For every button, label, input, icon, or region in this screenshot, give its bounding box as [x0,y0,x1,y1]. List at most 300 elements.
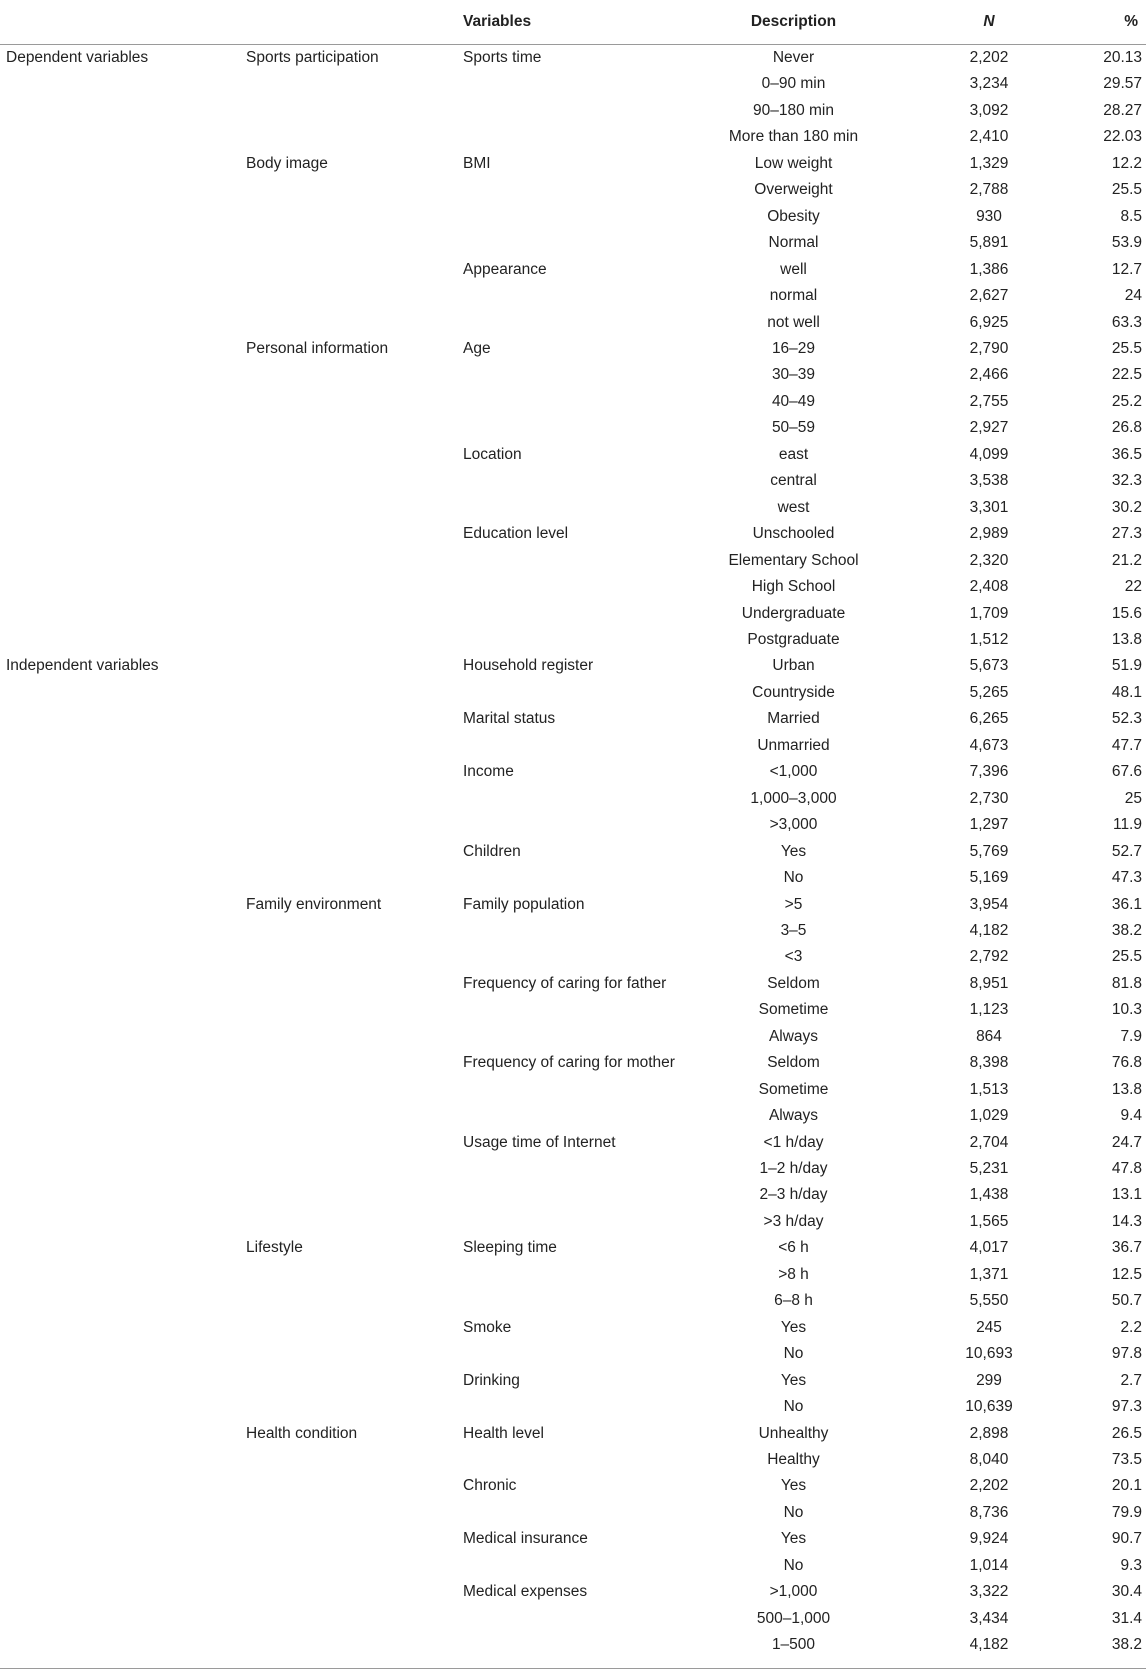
table-row [0,627,1146,653]
cell-n: 3,538 [969,472,1009,490]
cell-group [240,786,463,812]
cell-category [0,1632,240,1658]
cell-n: 3,322 [969,1583,1009,1601]
cell-group [240,865,463,891]
cell-n: 10,639 [965,1398,1013,1416]
table-row [0,362,1146,388]
cell-description: No [783,1503,804,1521]
cell-description: normal [769,287,818,305]
cell-percent: 36.7 [1111,1239,1142,1257]
cell-percent: 24 [1124,287,1142,305]
cell-n: 6,265 [969,710,1009,728]
cell-group [240,627,463,653]
cell-variable [463,495,697,521]
cell-n: 864 [976,1027,1002,1045]
cell-group: Sports participation [246,49,379,66]
cell-category [0,1209,240,1235]
cell-variable [463,601,697,627]
cell-description: <1,000 [769,763,818,781]
cell-description: >3,000 [769,816,818,834]
cell-n: 8,736 [969,1503,1009,1521]
cell-n: 2,755 [969,392,1009,410]
cell-category [0,1262,240,1288]
cell-group [240,1553,463,1579]
cell-percent: 26.8 [1111,419,1142,437]
table-row [0,71,1146,97]
table-row [0,1024,1146,1050]
cell-description: Countryside [752,683,835,701]
cell-group [240,918,463,944]
cell-category [0,680,240,706]
cell-description: >3 h/day [763,1212,824,1230]
cell-description: Sometime [758,1001,829,1019]
cell-group [240,1024,463,1050]
cell-category [0,1341,240,1367]
cell-category [0,1077,240,1103]
table-row [0,839,1146,865]
cell-category [0,839,240,865]
cell-description: not well [767,313,820,331]
table-row [0,1130,1146,1156]
cell-description: >1,000 [769,1583,818,1601]
cell-n: 299 [976,1371,1002,1389]
cell-percent: 90.7 [1111,1530,1142,1548]
cell-category [0,601,240,627]
cell-percent: 13.1 [1111,1186,1142,1204]
table-row [0,812,1146,838]
cell-percent: 20.13 [1103,49,1142,66]
cell-category [0,1315,240,1341]
cell-group [240,1526,463,1552]
cell-variable [463,1288,697,1314]
cell-description: No [783,1556,804,1574]
table-row [0,892,1146,918]
table-row [0,230,1146,256]
cell-variable: Location [463,445,522,463]
table-row [0,177,1146,203]
cell-description: Married [767,710,820,728]
table-row [0,706,1146,732]
cell-percent: 9.4 [1120,1107,1142,1125]
table-row [0,283,1146,309]
cell-variable [463,468,697,494]
cell-percent: 7.9 [1120,1027,1142,1045]
table-row [0,971,1146,997]
cell-group [240,1182,463,1208]
cell-n: 2,790 [969,339,1009,357]
cell-percent: 25.5 [1111,181,1142,199]
cell-description: Low weight [754,154,833,172]
cell-n: 5,169 [969,869,1009,887]
cell-category [0,574,240,600]
cell-category [0,1421,240,1447]
cell-description: 16–29 [771,339,816,357]
cell-n: 8,951 [969,974,1009,992]
cell-group [240,997,463,1023]
cell-percent: 28.27 [1103,101,1142,119]
cell-percent: 22.5 [1111,366,1142,384]
cell-percent: 52.3 [1111,710,1142,728]
cell-description: 3–5 [780,921,807,939]
cell-percent: 12.5 [1111,1265,1142,1283]
cell-n: 5,231 [969,1160,1009,1178]
cell-percent: 8.5 [1120,207,1142,225]
cell-n: 2,408 [969,578,1009,596]
cell-variable [463,1024,697,1050]
table-row [0,997,1146,1023]
cell-n: 10,693 [965,1345,1013,1363]
cell-n: 2,202 [969,1477,1009,1495]
cell-percent: 52.7 [1111,842,1142,860]
cell-category [0,1182,240,1208]
cell-category [0,415,240,441]
bottom-rule [0,1668,1146,1669]
cell-description: 1–2 h/day [759,1160,828,1178]
cell-description: No [783,869,804,887]
header-col-group [240,0,463,45]
cell-group [240,468,463,494]
cell-variable: Children [463,842,521,860]
cell-variable: Marital status [463,710,556,728]
cell-description: More than 180 min [728,128,859,146]
cell-description: Seldom [767,974,820,992]
table-row [0,680,1146,706]
cell-group [240,971,463,997]
cell-percent: 25.5 [1111,948,1142,966]
table-row [0,415,1146,441]
cell-group [240,415,463,441]
cell-category [0,336,240,362]
cell-category [0,1288,240,1314]
cell-group [240,283,463,309]
table-row [0,151,1146,177]
cell-n: 1,297 [969,816,1009,834]
cell-variable [463,283,697,309]
cell-variable [463,627,697,653]
cell-percent: 76.8 [1111,1054,1142,1072]
cell-variable [463,944,697,970]
cell-percent: 22 [1124,578,1142,596]
cell-n: 2,466 [969,366,1009,384]
cell-group [240,204,463,230]
cell-description: Unschooled [752,525,835,543]
cell-variable: Frequency of caring for mother [463,1054,675,1072]
cell-group [240,1632,463,1658]
table-row [0,1050,1146,1076]
cell-category [0,1553,240,1579]
table-row [0,468,1146,494]
cell-n: 2,202 [969,49,1009,66]
cell-group [240,124,463,150]
table-row [0,336,1146,362]
cell-percent: 25.2 [1111,392,1142,410]
table-row [0,1500,1146,1526]
table-row [0,257,1146,283]
cell-category [0,495,240,521]
cell-group [240,1579,463,1605]
cell-percent: 38.2 [1111,1636,1142,1654]
cell-variable [463,310,697,336]
cell-n: 2,792 [969,948,1009,966]
cell-variable: Usage time of Internet [463,1133,616,1151]
cell-percent: 14.3 [1111,1212,1142,1230]
cell-variable [463,786,697,812]
cell-group [240,1130,463,1156]
cell-group [240,839,463,865]
cell-category [0,442,240,468]
cell-group [240,1050,463,1076]
cell-group [240,680,463,706]
cell-description: Never [772,49,815,66]
cell-variable: Household register [463,657,594,675]
cell-percent: 81.8 [1111,974,1142,992]
cell-category [0,1103,240,1129]
table-row [0,1156,1146,1182]
cell-n: 4,182 [969,921,1009,939]
cell-description: >5 [784,895,803,913]
cell-n: 1,386 [969,260,1009,278]
cell-group [240,1156,463,1182]
table-row [0,1209,1146,1235]
table-row [0,1526,1146,1552]
cell-category [0,759,240,785]
cell-description: 0–90 min [761,75,826,93]
table-row [0,918,1146,944]
cell-percent: 12.7 [1111,260,1142,278]
cell-description: Obesity [767,207,820,225]
cell-n: 5,673 [969,657,1009,675]
cell-description: Yes [780,1371,807,1389]
cell-category [0,1050,240,1076]
cell-percent: 2.7 [1120,1371,1142,1389]
cell-variable [463,1156,697,1182]
cell-n: 2,730 [969,789,1009,807]
table-row [0,548,1146,574]
cell-category [0,124,240,150]
cell-variable [463,1447,697,1473]
cell-percent: 29.57 [1103,75,1142,93]
cell-n: 3,234 [969,75,1009,93]
cell-description: Seldom [767,1054,820,1072]
cell-n: 5,265 [969,683,1009,701]
cell-n: 1,329 [969,154,1009,172]
cell-n: 1,123 [969,1001,1009,1019]
cell-n: 1,014 [969,1556,1009,1574]
table-row [0,1288,1146,1314]
cell-description: Undergraduate [741,604,846,622]
cell-n: 8,398 [969,1054,1009,1072]
cell-group [240,1368,463,1394]
cell-description: >8 h [778,1265,809,1283]
cell-group [240,389,463,415]
cell-description: No [783,1398,804,1416]
cell-variable [463,1103,697,1129]
cell-variable [463,415,697,441]
cell-group [240,733,463,759]
cell-variable: Smoke [463,1318,512,1336]
cell-percent: 21.2 [1111,551,1142,569]
table-row [0,865,1146,891]
cell-n: 2,410 [969,128,1009,146]
cell-category [0,1394,240,1420]
cell-n: 3,092 [969,101,1009,119]
table-row [0,1632,1146,1658]
cell-variable [463,204,697,230]
table-row [0,495,1146,521]
cell-group [240,230,463,256]
cell-variable: BMI [463,154,491,172]
table-row [0,1315,1146,1341]
cell-variable: Frequency of caring for father [463,974,667,992]
cell-percent: 31.4 [1111,1609,1142,1627]
cell-description: 30–39 [771,366,816,384]
cell-group [240,1103,463,1129]
cell-n: 1,513 [969,1080,1009,1098]
cell-n: 7,396 [969,763,1009,781]
cell-category [0,283,240,309]
cell-percent: 13.8 [1111,1080,1142,1098]
table-row [0,1368,1146,1394]
cell-description: Sometime [758,1080,829,1098]
cell-group [240,257,463,283]
cell-category [0,1156,240,1182]
header-row [0,0,1146,45]
cell-category [0,230,240,256]
cell-category [0,1579,240,1605]
table-row [0,733,1146,759]
cell-description: well [780,260,807,278]
cell-category [0,389,240,415]
cell-percent: 25.5 [1111,339,1142,357]
cell-description: 90–180 min [752,101,834,119]
cell-group: Body image [246,154,328,172]
cell-percent: 63.3 [1111,313,1142,331]
table-row [0,1606,1146,1632]
cell-percent: 15.6 [1111,604,1142,622]
table-row [0,1394,1146,1420]
cell-n: 2,320 [969,551,1009,569]
cell-percent: 12.2 [1111,154,1142,172]
cell-variable [463,574,697,600]
cell-description: <6 h [778,1239,809,1257]
header-col-category [0,0,240,45]
cell-group [240,653,463,679]
cell-description: 2–3 h/day [759,1186,828,1204]
cell-description: Overweight [754,181,833,199]
cell-n: 4,099 [969,445,1009,463]
table-row [0,786,1146,812]
cell-percent: 38.2 [1111,921,1142,939]
cell-variable [463,918,697,944]
table-row [0,204,1146,230]
table-body [0,45,1146,1659]
cell-description: Always [768,1107,819,1125]
cell-percent: 20.1 [1111,1477,1142,1495]
cell-variable: Sleeping time [463,1239,557,1257]
cell-n: 8,040 [969,1451,1009,1469]
cell-n: 2,704 [969,1133,1009,1151]
cell-variable [463,1632,697,1658]
cell-description: east [778,445,809,463]
cell-category [0,997,240,1023]
cell-n: 3,954 [969,895,1009,913]
cell-variable: Family population [463,895,585,913]
cell-variable [463,1077,697,1103]
table-row [0,1447,1146,1473]
cell-group [240,495,463,521]
table-row [0,1473,1146,1499]
cell-category [0,548,240,574]
cell-category [0,310,240,336]
cell-group [240,177,463,203]
cell-group [240,759,463,785]
cell-group [240,1209,463,1235]
header-n: N [983,13,995,30]
cell-percent: 47.7 [1111,736,1142,754]
cell-group [240,1262,463,1288]
cell-percent: 26.5 [1111,1424,1142,1442]
cell-group: Personal information [246,339,389,357]
cell-percent: 22.03 [1103,128,1142,146]
cell-variable [463,997,697,1023]
cell-category [0,468,240,494]
cell-category [0,892,240,918]
cell-percent: 30.2 [1111,498,1142,516]
cell-n: 930 [976,207,1002,225]
cell-description: Yes [780,1477,807,1495]
cell-percent: 47.8 [1111,1160,1142,1178]
cell-variable [463,865,697,891]
cell-category [0,812,240,838]
cell-variable: Health level [463,1424,544,1442]
cell-group [240,1473,463,1499]
cell-n: 3,301 [969,498,1009,516]
cell-description: Always [768,1027,819,1045]
cell-n: 1,371 [969,1265,1009,1283]
cell-category [0,706,240,732]
cell-percent: 36.5 [1111,445,1142,463]
cell-group: Health condition [246,1424,358,1442]
cell-group [240,1077,463,1103]
cell-category [0,1235,240,1261]
cell-variable [463,71,697,97]
header-description: Description [750,13,837,30]
cell-percent: 53.9 [1111,234,1142,252]
cell-n: 2,989 [969,525,1009,543]
table-row [0,45,1146,72]
cell-category [0,1130,240,1156]
cell-variable [463,389,697,415]
cell-percent: 67.6 [1111,763,1142,781]
cell-variable: Appearance [463,260,547,278]
cell-group [240,1447,463,1473]
cell-category [0,944,240,970]
cell-category [0,918,240,944]
table-row [0,1579,1146,1605]
table-row [0,310,1146,336]
cell-variable [463,230,697,256]
cell-percent: 30.4 [1111,1583,1142,1601]
cell-group [240,1315,463,1341]
cell-percent: 51.9 [1111,657,1142,675]
cell-n: 4,673 [969,736,1009,754]
table-row [0,124,1146,150]
cell-percent: 27.3 [1111,525,1142,543]
cell-category [0,733,240,759]
cell-n: 9,924 [969,1530,1009,1548]
cell-category [0,1473,240,1499]
cell-category [0,521,240,547]
